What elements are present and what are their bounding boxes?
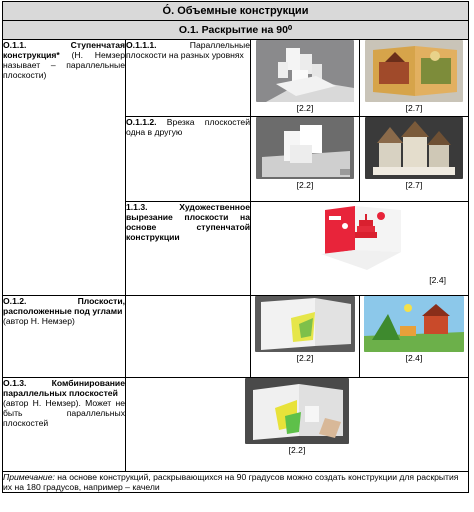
row-label-o-1-3 <box>3 378 126 472</box>
image-cell <box>360 296 469 378</box>
sub-label-number: О.1.1.2. <box>126 117 157 127</box>
image-cell <box>251 296 360 378</box>
sub-label-text: Врезка плоскостей одна в другую <box>126 117 250 137</box>
row-label-rest: (Н. Немзер называет – параллельные плоскости) <box>3 50 125 80</box>
image-cell <box>251 202 469 296</box>
sub-label-o-1-1-1 <box>126 40 251 117</box>
combined-planes-photo <box>245 378 349 444</box>
sub-label-text: Параллельные плоскости на разных уровнях <box>126 40 250 60</box>
row-label-bold: О.1.2. Плоскости, расположенные под углами <box>3 296 125 316</box>
image-caption: [2.2] <box>288 445 306 455</box>
image-caption: [2.2] <box>296 180 314 190</box>
slot-planes-photo <box>256 117 354 179</box>
note-text: на основе конструкций, раскрывающихся на 90 градусов можно создать конструкции для раскрытия их на 180 градусов, например – качели <box>3 472 459 492</box>
sub-label-text: Художественное вырезание плоскости на основе ступенчатой конструкции <box>126 202 250 242</box>
image-caption: [2.2] <box>296 103 314 113</box>
popup-book-photo <box>365 40 463 102</box>
sub-label-1-1-3 <box>126 202 251 296</box>
image-cell <box>360 117 469 202</box>
popup-houses-photo <box>365 117 463 179</box>
note-label: Примечание: <box>3 472 55 482</box>
image-caption: [2.2] <box>296 353 314 363</box>
angled-planes-photo <box>255 296 355 352</box>
popup-landscape-photo <box>364 296 464 352</box>
image-caption: [2.4] <box>405 353 423 363</box>
popup-steps-photo <box>256 40 354 102</box>
row-label-o-1-2 <box>3 296 126 378</box>
sub-label-number: 1.1.3. <box>126 202 148 212</box>
note-cell <box>3 472 469 493</box>
image-cell <box>126 378 469 472</box>
image-cell <box>251 40 360 117</box>
section-header: О.1. Раскрытие на 90⁰ <box>3 21 469 40</box>
image-caption: [2.7] <box>405 180 423 190</box>
row-label-o-1-1 <box>3 40 126 296</box>
image-cell <box>251 117 360 202</box>
row-label-rest: (автор Н. Немзер) <box>3 316 75 326</box>
row-label-rest: (автор Н. Немзер). Может не быть параллельных плоскостей <box>3 398 125 428</box>
image-caption: [2.4] <box>429 275 446 285</box>
table-title: Ó. Объемные конструкции <box>3 2 469 21</box>
sub-label-o-1-1-2 <box>126 117 251 202</box>
sub-label-number: О.1.1.1. <box>126 40 157 50</box>
row-label-bold: О.1.1. Ступенчатая конструкция* <box>3 40 125 60</box>
row-label-bold: О.1.3. Комбинирование параллельных плоскостей <box>3 378 125 398</box>
image-caption: [2.7] <box>405 103 423 113</box>
cutout-cake-card-photo <box>315 202 405 274</box>
image-cell <box>360 40 469 117</box>
empty-cell <box>126 296 251 378</box>
constructions-table <box>2 1 469 493</box>
